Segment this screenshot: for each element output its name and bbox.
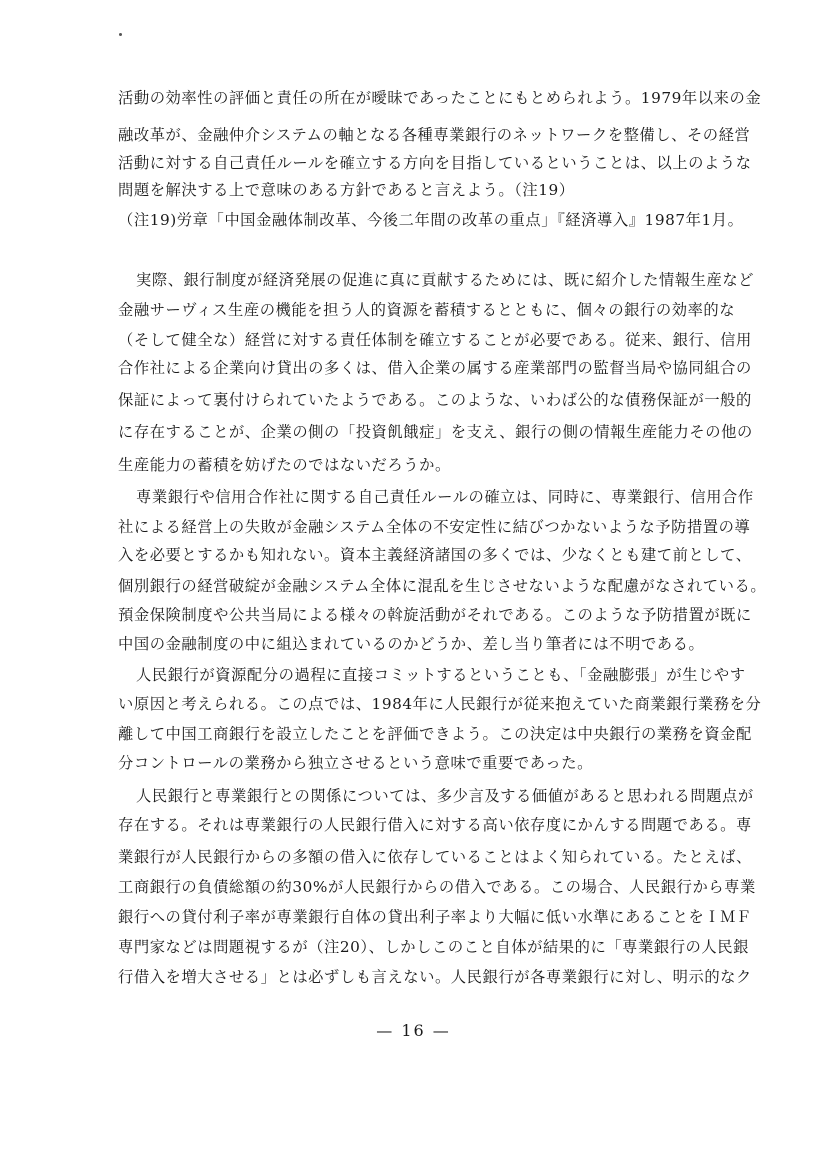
- text-line: 行借入を増大させる」とは必ずしも言えない。人民銀行が各専業銀行に対し、明示的なク: [118, 968, 752, 986]
- text-line: 活動の効率性の評価と責任の所在が曖昧であったことにもとめられよう。1979年以来の金: [118, 89, 762, 107]
- footnote-19: （注19)労章「中国金融体制改革、今後二年間の改革の重点」『経済導入』1987年1月。: [118, 211, 744, 229]
- text-line: に存在することが、企業の側の「投資飢餓症」を支え、銀行の側の情報生産能力その他の: [118, 423, 753, 441]
- text-line: 実際、銀行制度が経済発展の促進に真に貢献するためには、既に紹介した情報生産など: [136, 271, 755, 289]
- text-line: 分コントロールの業務から独立させるという意味で重要であった。: [118, 754, 593, 772]
- text-line: 保証によって裏付けられていたようである。このような、いわば公的な債務保証が一般的: [118, 391, 752, 409]
- text-line: （そして健全な）経営に対する責任体制を確立することが必要である。従来、銀行、信用: [118, 331, 752, 349]
- text-line: 離して中国工商銀行を設立したことを評価できよう。この決定は中央銀行の業務を資金配: [118, 725, 752, 743]
- text-line: 預金保険制度や公共当局による様々の斡旋活動がそれである。このような予防措置が既に: [118, 606, 752, 624]
- text-line: 入を必要とするかも知れない。資本主義経済諸国の多くでは、少なくとも建て前として、: [118, 546, 752, 564]
- text-line: 人民銀行と専業銀行との関係については、多少言及する価値があると思われる問題点が: [136, 787, 754, 805]
- text-line: 問題を解決する上で意味のある方針であると言えよう。（注19）: [118, 181, 575, 199]
- text-line: 金融サーヴィス生産の機能を担う人的資源を蓄積するとともに、個々の銀行の効率的な: [118, 301, 736, 319]
- text-line: 存在する。それは専業銀行の人民銀行借入に対する高い依存度にかんする問題である。専: [118, 816, 752, 834]
- scan-speck: [119, 33, 122, 36]
- text-line: 工商銀行の負債総額の約30%が人民銀行からの借入である。この場合、人民銀行から専業: [118, 878, 756, 896]
- text-line: 中国の金融制度の中に組込まれているのかどうか、差し当り筆者には不明である。: [118, 635, 705, 653]
- text-line: 専門家などは問題視するが（注20）、しかしこのこと自体が結果的に「専業銀行の人民銀: [118, 938, 749, 956]
- text-line: 人民銀行が資源配分の過程に直接コミットするということも、「金融膨張」が生じやす: [136, 666, 746, 684]
- text-line: 個別銀行の経営破綻が金融システム全体に混乱を生じさせないような配慮がなされている。: [118, 577, 767, 595]
- text-line: 専業銀行や信用合作社に関する自己責任ルールの確立は、同時に、専業銀行、信用合作: [136, 488, 754, 506]
- text-line: 銀行への貸付利子率が専業銀行自体の貸出利子率より大幅に低い水準にあることをＩＭＦ: [118, 908, 752, 926]
- text-line: 社による経営上の失敗が金融システム全体の不安定性に結びつかないような予防措置の導: [118, 518, 751, 536]
- page-number: — 16 —: [376, 1021, 451, 1040]
- text-line: 業銀行が人民銀行からの多額の借入に依存していることはよく知られている。たとえば、: [118, 848, 752, 866]
- text-line: 活動に対する自己責任ルールを確立する方向を目指しているということは、以上のような: [118, 154, 752, 172]
- text-line: 生産能力の蓄積を妨げたのではないだろうか。: [118, 456, 451, 474]
- text-line: い原因と考えられる。この点では、1984年に人民銀行が従来抱えていた商業銀行業務を分: [118, 695, 762, 713]
- text-line: 融改革が、金融仲介システムの軸となる各種専業銀行のネットワークを整備し、その経営: [118, 126, 751, 144]
- text-line: 合作社による企業向け貸出の多くは、借入企業の属する産業部門の監督当局や協同組合の: [118, 359, 752, 377]
